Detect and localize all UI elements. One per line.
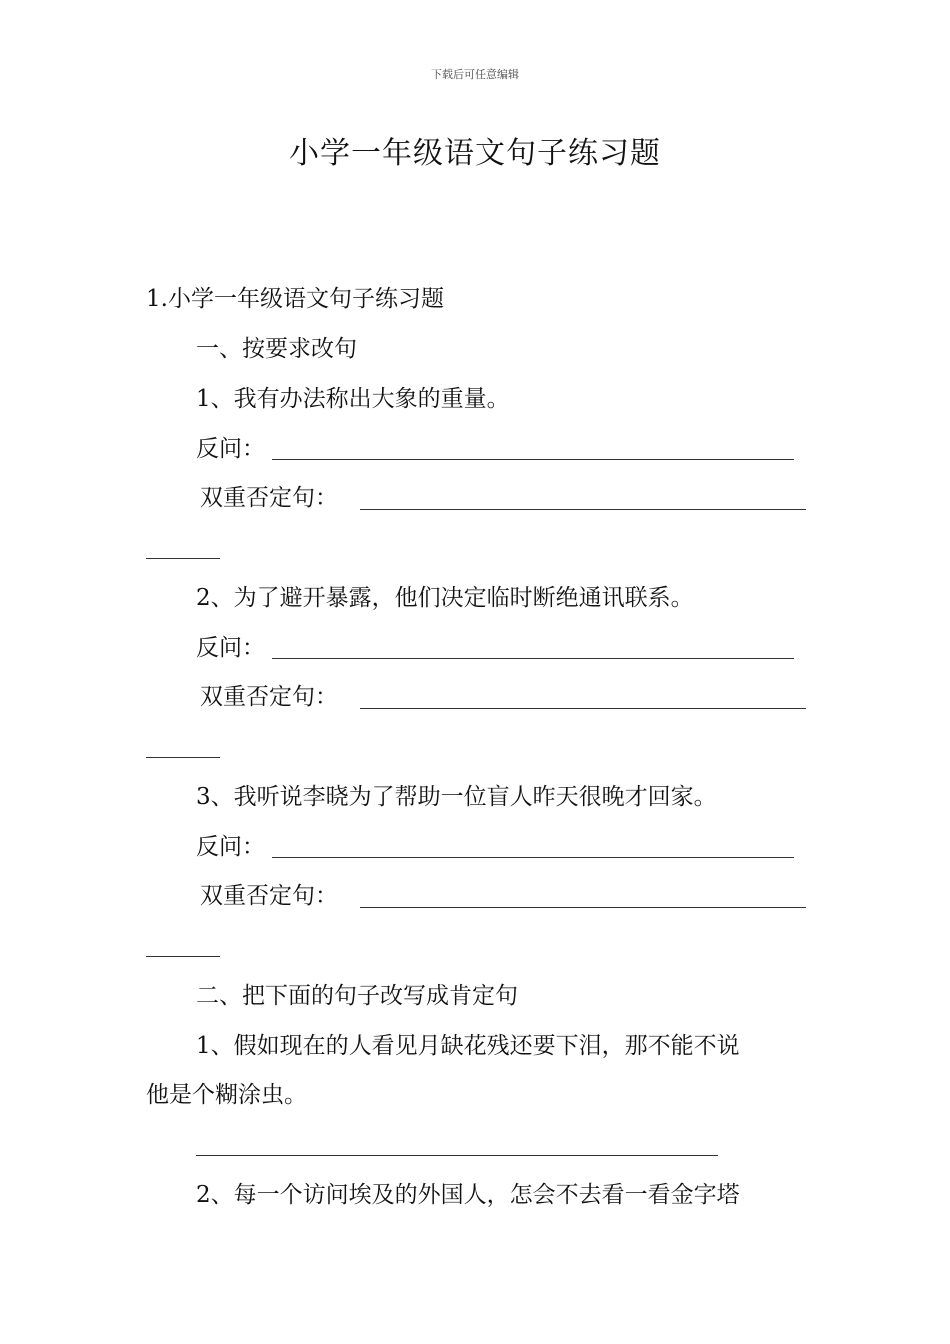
- item-1-double-negative-blank-cont[interactable]: [146, 558, 220, 559]
- item-3-sentence: 3、我听说李晓为了帮助一位盲人昨天很晚才回家。: [196, 784, 717, 810]
- item-2-sentence: 2、为了避开暴露，他们决定临时断绝通讯联系。: [196, 585, 694, 611]
- document-title: 小学一年级语文句子练习题: [289, 136, 661, 171]
- item-1-double-negative-blank[interactable]: [360, 509, 806, 510]
- section-heading: 1.小学一年级语文句子练习题: [146, 286, 444, 312]
- header-note: 下载后可任意编辑: [431, 68, 519, 81]
- item-3-rhetorical-label: 反问：: [196, 834, 265, 860]
- part-two-item-1-line-2: 他是个糊涂虫。: [146, 1082, 307, 1108]
- part-two-item-2-line-1: 2、每一个访问埃及的外国人，怎会不去看一看金字塔: [196, 1182, 740, 1208]
- part-two-item-1-line-1: 1、假如现在的人看见月缺花残还要下泪，那不能不说: [196, 1033, 740, 1059]
- item-1-rhetorical-label: 反问：: [196, 436, 265, 462]
- item-3-rhetorical-blank[interactable]: [272, 857, 794, 858]
- item-1-double-negative-label: 双重否定句：: [200, 485, 338, 511]
- item-3-double-negative-label: 双重否定句：: [200, 883, 338, 909]
- part-two-heading: 二、把下面的句子改写成肯定句: [196, 983, 518, 1009]
- part-two-item-1-answer-blank[interactable]: [196, 1155, 718, 1156]
- item-2-rhetorical-blank[interactable]: [272, 658, 794, 659]
- item-2-double-negative-blank[interactable]: [360, 708, 806, 709]
- item-1-sentence: 1、我有办法称出大象的重量。: [196, 386, 510, 412]
- item-2-rhetorical-label: 反问：: [196, 635, 265, 661]
- item-3-double-negative-blank-cont[interactable]: [146, 956, 220, 957]
- item-1-rhetorical-blank[interactable]: [272, 459, 794, 460]
- item-2-double-negative-label: 双重否定句：: [200, 684, 338, 710]
- part-one-heading: 一、按要求改句: [196, 336, 357, 362]
- item-3-double-negative-blank[interactable]: [360, 907, 806, 908]
- item-2-double-negative-blank-cont[interactable]: [146, 757, 220, 758]
